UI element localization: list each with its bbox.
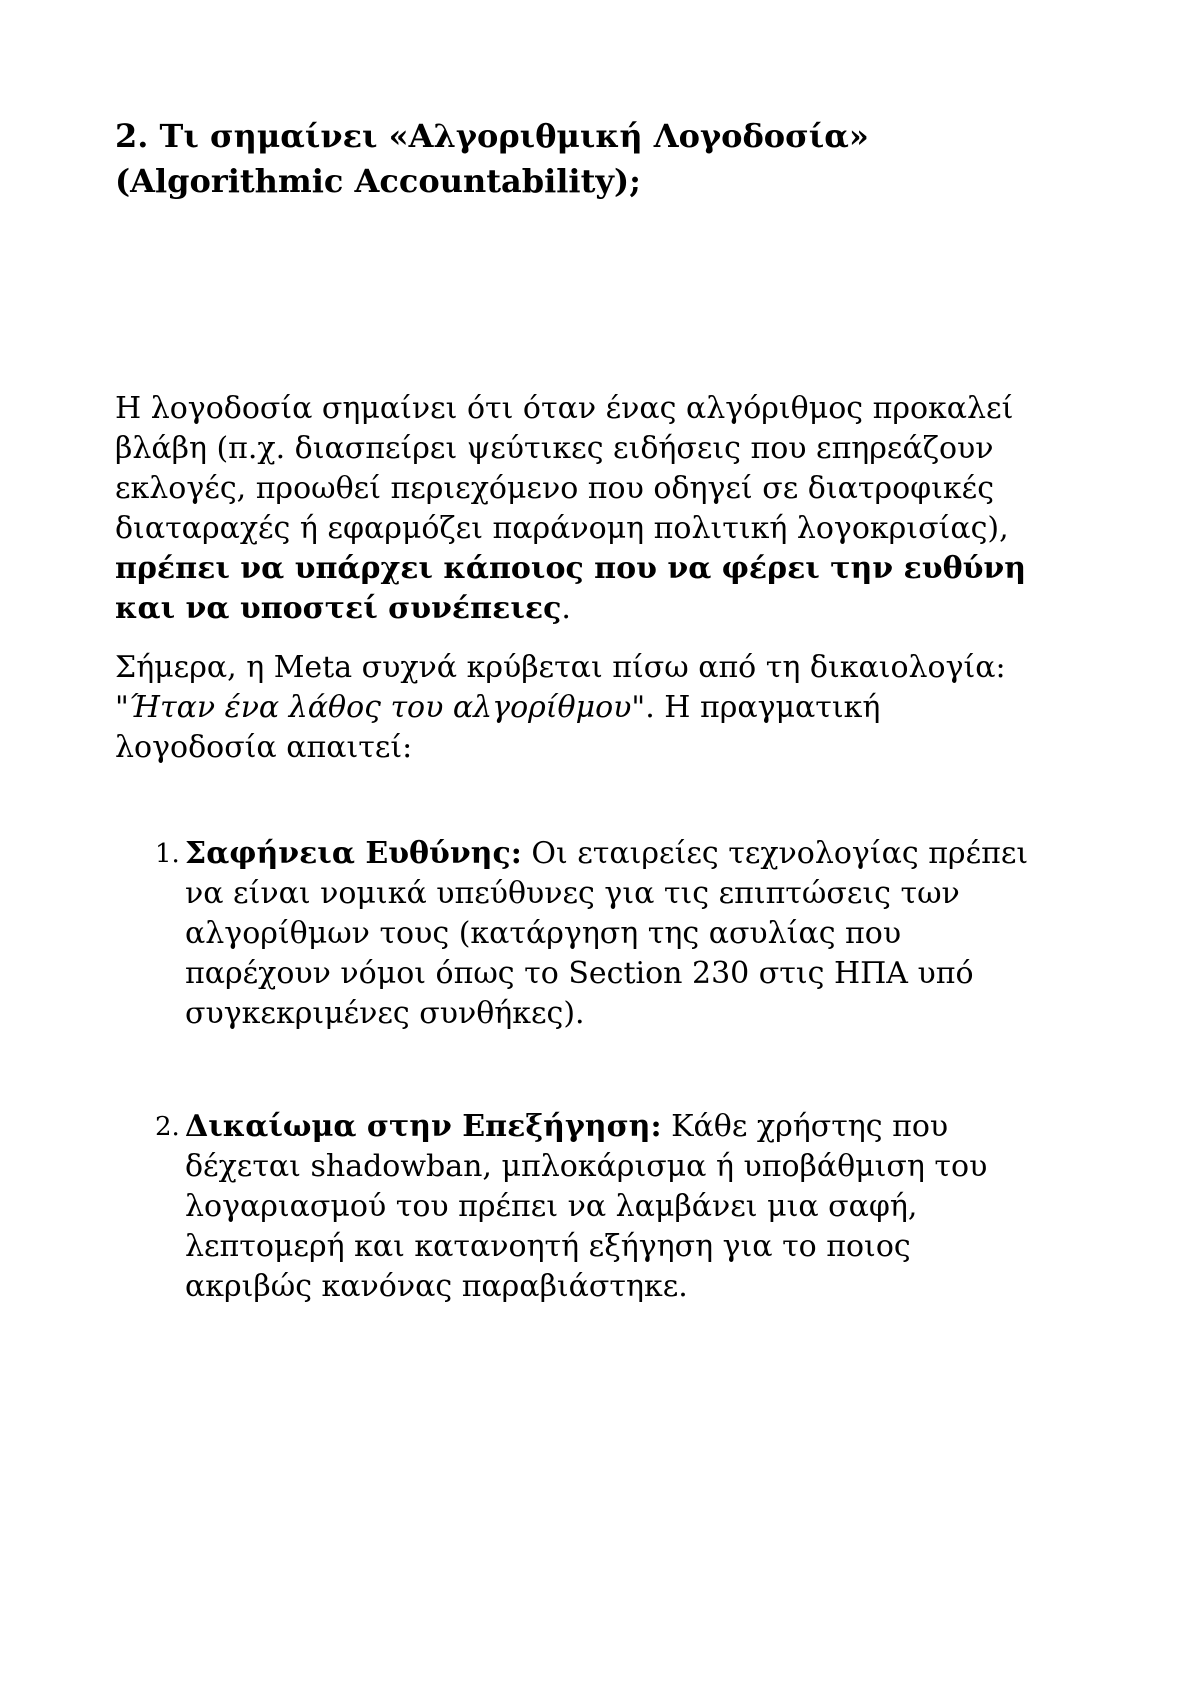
paragraph-line: βλάβη (π.χ. διασπείρει ψεύτικες ειδήσεις που επηρεάζουν [115, 431, 994, 466]
list-item-line: λεπτομερή και κατανοητή εξήγηση για το ποιος [185, 1229, 911, 1264]
section-heading [115, 114, 1095, 204]
list-item-title: Σαφήνεια Ευθύνης: [185, 836, 522, 871]
list-item-line: αλγορίθμων τους (κατάργηση της ασυλίας που [185, 916, 902, 951]
paragraph-line: λογοδοσία απαιτεί: [115, 730, 413, 765]
paragraph-meta-excuse [115, 648, 1115, 768]
list-item-title: Δικαίωμα στην Επεξήγηση: [185, 1109, 662, 1144]
paragraph-accountability-definition [115, 389, 1115, 629]
list-item-first-line: Οι εταιρείες τεχνολογίας πρέπει [521, 836, 1029, 871]
bold-emphasis-line: και να υποστεί συνέπειες [115, 591, 562, 626]
italic-quote: "Ήταν ένα λάθος του αλγορίθμου" [115, 690, 646, 725]
paragraph-line: εκλογές, προωθεί περιεχόμενο που οδηγεί σε διατροφικές [115, 471, 995, 506]
heading-line-2: (Algorithmic Accountability); [115, 162, 641, 200]
list-item-line: παρέχουν νόμοι όπως το Section 230 στις ΗΠΑ υπό [185, 956, 974, 991]
list-item-line: συγκεκριμένες συνθήκες). [185, 996, 585, 1031]
list-item-line: λογαριασμού του πρέπει να λαμβάνει μια σαφή, [185, 1189, 918, 1224]
paragraph-line: Η λογοδοσία σημαίνει ότι όταν ένας αλγόριθμος προκαλεί [115, 391, 1014, 426]
list-item-text [185, 1107, 1105, 1307]
list-item-number: 2. [155, 1112, 180, 1142]
list-item-text [185, 834, 1105, 1034]
bold-emphasis-line: πρέπει να υπάρχει κάποιος που να φέρει την ευθύνη [115, 551, 1027, 586]
sentence-period: . [561, 591, 571, 626]
heading-line-1: 2. Τι σημαίνει «Αλγοριθμική Λογοδοσία» [115, 117, 869, 155]
paragraph-line: διαταραχές ή εφαρμόζει παράνομη πολιτική λογοκρισίας), [115, 511, 1009, 546]
list-item-line: ακριβώς κανόνας παραβιάστηκε. [185, 1269, 688, 1304]
list-item-number: 1. [155, 839, 180, 869]
list-item-line: να είναι νομικά υπεύθυνες για τις επιπτώσεις των [185, 876, 960, 911]
paragraph-line: Σήμερα, η Meta συχνά κρύβεται πίσω από τη δικαιολογία: [115, 650, 1006, 685]
paragraph-line-rest: . Η πραγματική [645, 690, 881, 725]
list-item-first-line: Κάθε χρήστης που [661, 1109, 949, 1144]
list-item-line: δέχεται shadowban, μπλοκάρισμα ή υποβάθμιση του [185, 1149, 988, 1184]
